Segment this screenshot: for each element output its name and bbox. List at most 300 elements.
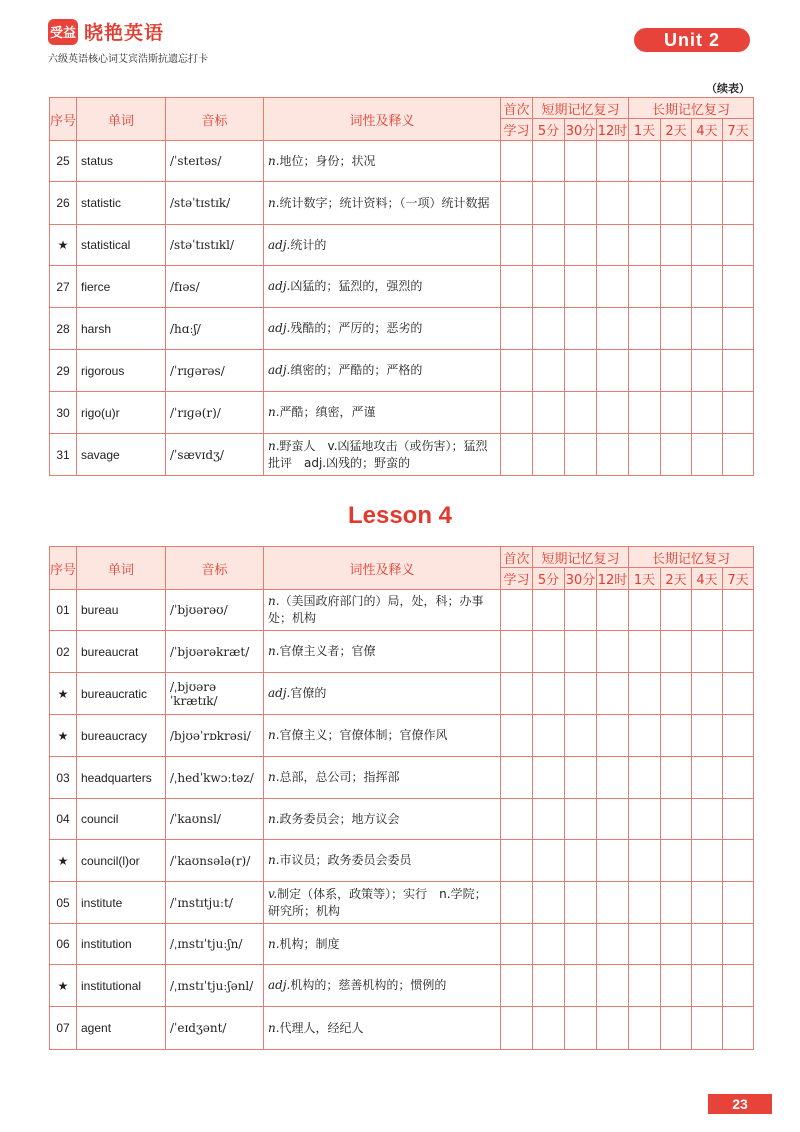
row-definition	[264, 434, 501, 476]
review-checkbox[interactable]	[501, 308, 533, 350]
row-number: 28	[50, 308, 77, 350]
review-checkbox[interactable]	[597, 757, 629, 799]
row-phonetic: /ˈkaʊnsələ(r)/	[166, 840, 264, 882]
review-checkbox[interactable]	[501, 924, 533, 965]
review-checkbox[interactable]	[629, 590, 661, 631]
review-checkbox[interactable]	[565, 1007, 597, 1050]
review-checkbox[interactable]	[597, 631, 629, 673]
review-checkbox[interactable]	[661, 308, 692, 350]
review-checkbox[interactable]	[533, 1007, 565, 1050]
row-meaning: 政务委员会；地方议会	[279, 811, 400, 826]
row-meaning: 市议员；政务委员会委员	[279, 853, 412, 867]
row-phonetic: /bjʊəˈrɒkrəsi/	[166, 715, 264, 757]
review-checkbox[interactable]	[565, 225, 597, 266]
table-row	[50, 882, 782, 924]
header-short-col: 30分	[565, 568, 597, 590]
review-checkbox[interactable]	[692, 715, 723, 757]
row-meaning: 严酷；缜密，严谨	[279, 405, 376, 419]
review-checkbox[interactable]	[723, 757, 754, 799]
header-first-study-top: 首次	[501, 98, 533, 119]
row-part-of-speech: n.	[268, 936, 280, 951]
review-checkbox[interactable]	[661, 590, 692, 631]
review-checkbox[interactable]	[629, 141, 661, 182]
vocab-table-1	[49, 97, 782, 476]
review-checkbox[interactable]	[565, 182, 597, 225]
review-checkbox[interactable]	[501, 840, 533, 882]
review-checkbox[interactable]	[723, 924, 754, 965]
row-definition	[264, 799, 501, 840]
review-checkbox[interactable]	[661, 715, 692, 757]
review-checkbox[interactable]	[501, 673, 533, 715]
row-word: institutional	[77, 965, 166, 1007]
row-phonetic: /ˈsævɪdʒ/	[166, 434, 264, 476]
review-checkbox[interactable]	[723, 631, 754, 673]
row-phonetic: /ˈkaʊnsl/	[166, 799, 264, 840]
row-word: bureaucracy	[77, 715, 166, 757]
review-checkbox[interactable]	[533, 924, 565, 965]
review-checkbox[interactable]	[629, 225, 661, 266]
row-definition	[264, 715, 501, 757]
review-checkbox[interactable]	[692, 266, 723, 308]
review-checkbox[interactable]	[597, 840, 629, 882]
row-number: ★	[50, 673, 77, 715]
review-checkbox[interactable]	[692, 392, 723, 434]
row-word: bureau	[77, 590, 166, 631]
review-checkbox[interactable]	[629, 757, 661, 799]
row-definition	[264, 225, 501, 266]
review-checkbox[interactable]	[501, 631, 533, 673]
row-word: fierce	[77, 266, 166, 308]
review-checkbox[interactable]	[692, 799, 723, 840]
row-meaning: 代理人，经纪人	[279, 1020, 364, 1035]
review-checkbox[interactable]	[661, 631, 692, 673]
review-checkbox[interactable]	[565, 392, 597, 434]
row-number: 30	[50, 392, 77, 434]
row-definition	[264, 350, 501, 392]
table-row	[50, 840, 782, 882]
review-checkbox[interactable]	[597, 434, 629, 476]
review-checkbox[interactable]	[597, 965, 629, 1007]
review-checkbox[interactable]	[533, 392, 565, 434]
review-checkbox[interactable]	[723, 392, 754, 434]
review-checkbox[interactable]	[661, 225, 692, 266]
row-word: agent	[77, 1007, 166, 1050]
review-checkbox[interactable]	[723, 882, 754, 924]
page-number: 23	[708, 1094, 772, 1114]
review-checkbox[interactable]	[501, 266, 533, 308]
row-meaning: 官僚的	[290, 686, 327, 700]
review-checkbox[interactable]	[565, 434, 597, 476]
row-phonetic: /ˈrɪɡərəs/	[166, 350, 264, 392]
review-checkbox[interactable]	[565, 799, 597, 840]
row-word: council	[77, 799, 166, 840]
review-checkbox[interactable]	[661, 882, 692, 924]
review-checkbox[interactable]	[533, 225, 565, 266]
row-definition	[264, 392, 501, 434]
row-phonetic: /ˌɪnstɪˈtjuːʃənl/	[166, 965, 264, 1007]
review-checkbox[interactable]	[597, 1007, 629, 1050]
review-checkbox[interactable]	[692, 225, 723, 266]
review-checkbox[interactable]	[629, 715, 661, 757]
review-checkbox[interactable]	[629, 924, 661, 965]
header-word: 单词	[77, 547, 166, 590]
row-word: statistical	[77, 225, 166, 266]
review-checkbox[interactable]	[501, 590, 533, 631]
review-checkbox[interactable]	[565, 882, 597, 924]
row-meaning: 机构的；慈善机构的；惯例的	[290, 978, 447, 992]
row-number: 31	[50, 434, 77, 476]
review-checkbox[interactable]	[692, 924, 723, 965]
review-checkbox[interactable]	[597, 392, 629, 434]
row-number: ★	[50, 715, 77, 757]
review-checkbox[interactable]	[597, 715, 629, 757]
row-word: rigorous	[77, 350, 166, 392]
table-row	[50, 1007, 782, 1050]
review-checkbox[interactable]	[501, 434, 533, 476]
row-phonetic: /ˈrɪɡə(r)/	[166, 392, 264, 434]
review-checkbox[interactable]	[723, 715, 754, 757]
header-long-col: 7天	[723, 568, 754, 590]
header-short-col: 5分	[533, 568, 565, 590]
review-checkbox[interactable]	[501, 799, 533, 840]
header-num: 序号	[50, 547, 77, 590]
row-word: harsh	[77, 308, 166, 350]
review-checkbox[interactable]	[533, 882, 565, 924]
table-row	[50, 434, 782, 476]
review-checkbox[interactable]	[629, 392, 661, 434]
row-word: rigo(u)r	[77, 392, 166, 434]
row-phonetic: /fɪəs/	[166, 266, 264, 308]
row-phonetic: /ˈeɪdʒənt/	[166, 1007, 264, 1050]
table-row	[50, 757, 782, 799]
table-row	[50, 266, 782, 308]
review-checkbox[interactable]	[661, 266, 692, 308]
header-long-review: 长期记忆复习	[629, 547, 754, 568]
header-long-review: 长期记忆复习	[629, 98, 754, 119]
header-num: 序号	[50, 98, 77, 141]
review-checkbox[interactable]	[565, 757, 597, 799]
review-checkbox[interactable]	[629, 631, 661, 673]
header-long-col: 1天	[629, 119, 661, 141]
header-long-col: 7天	[723, 119, 754, 141]
review-checkbox[interactable]	[692, 182, 723, 225]
review-checkbox[interactable]	[533, 266, 565, 308]
header-long-col: 4天	[692, 119, 723, 141]
review-checkbox[interactable]	[723, 308, 754, 350]
review-checkbox[interactable]	[661, 757, 692, 799]
review-checkbox[interactable]	[661, 840, 692, 882]
review-checkbox[interactable]	[565, 350, 597, 392]
row-word: council(l)or	[77, 840, 166, 882]
review-checkbox[interactable]	[565, 308, 597, 350]
review-checkbox[interactable]	[629, 965, 661, 1007]
review-checkbox[interactable]	[565, 924, 597, 965]
row-number: 03	[50, 757, 77, 799]
header-short-col: 30分	[565, 119, 597, 141]
header-first-study-bottom: 学习	[501, 119, 533, 141]
book-subtitle: 六级英语核心词艾宾浩斯抗遗忘打卡	[48, 54, 208, 65]
review-checkbox[interactable]	[692, 631, 723, 673]
review-checkbox[interactable]	[597, 266, 629, 308]
review-checkbox[interactable]	[597, 225, 629, 266]
review-checkbox[interactable]	[692, 882, 723, 924]
review-checkbox[interactable]	[723, 799, 754, 840]
header-long-col: 4天	[692, 568, 723, 590]
row-definition	[264, 141, 501, 182]
review-checkbox[interactable]	[629, 1007, 661, 1050]
row-meaning: 机构；制度	[279, 936, 340, 951]
review-checkbox[interactable]	[501, 141, 533, 182]
row-definition	[264, 182, 501, 225]
review-checkbox[interactable]	[565, 673, 597, 715]
header-meaning: 词性及释义	[264, 547, 501, 590]
review-checkbox[interactable]	[597, 673, 629, 715]
header-long-col: 1天	[629, 568, 661, 590]
review-checkbox[interactable]	[501, 392, 533, 434]
review-checkbox[interactable]	[661, 434, 692, 476]
row-word: institution	[77, 924, 166, 965]
review-checkbox[interactable]	[692, 757, 723, 799]
row-word: headquarters	[77, 757, 166, 799]
header-short-col: 5分	[533, 119, 565, 141]
table-row	[50, 715, 782, 757]
review-checkbox[interactable]	[723, 1007, 754, 1050]
review-checkbox[interactable]	[501, 225, 533, 266]
review-checkbox[interactable]	[661, 392, 692, 434]
row-number: 02	[50, 631, 77, 673]
header-short-col: 12时	[597, 568, 629, 590]
review-checkbox[interactable]	[501, 757, 533, 799]
table-row	[50, 350, 782, 392]
review-checkbox[interactable]	[501, 965, 533, 1007]
review-checkbox[interactable]	[661, 1007, 692, 1050]
row-phonetic: /stəˈtɪstɪk/	[166, 182, 264, 225]
row-definition	[264, 590, 501, 631]
unit-badge: Unit 2	[634, 28, 750, 52]
row-number: 29	[50, 350, 77, 392]
row-meaning: 残酷的；严厉的；恶劣的	[290, 321, 423, 335]
review-checkbox[interactable]	[629, 840, 661, 882]
review-checkbox[interactable]	[723, 182, 754, 225]
review-checkbox[interactable]	[661, 965, 692, 1007]
review-checkbox[interactable]	[501, 1007, 533, 1050]
review-checkbox[interactable]	[533, 308, 565, 350]
review-checkbox[interactable]	[501, 715, 533, 757]
row-number: 07	[50, 1007, 77, 1050]
row-definition	[264, 882, 501, 924]
review-checkbox[interactable]	[533, 840, 565, 882]
review-checkbox[interactable]	[565, 631, 597, 673]
review-checkbox[interactable]	[661, 673, 692, 715]
review-checkbox[interactable]	[692, 590, 723, 631]
row-number: 25	[50, 141, 77, 182]
review-checkbox[interactable]	[597, 590, 629, 631]
lesson-title: Lesson 4	[347, 502, 453, 529]
header-short-review: 短期记忆复习	[533, 98, 629, 119]
table-row	[50, 631, 782, 673]
review-checkbox[interactable]	[661, 924, 692, 965]
brand-name: 晓艳英语	[84, 22, 165, 44]
row-word: bureaucratic	[77, 673, 166, 715]
table-row	[50, 965, 782, 1007]
review-checkbox[interactable]	[533, 182, 565, 225]
review-checkbox[interactable]	[692, 308, 723, 350]
review-checkbox[interactable]	[692, 350, 723, 392]
row-part-of-speech: adj.	[268, 363, 291, 377]
row-phonetic: /ˌhedˈkwɔːtəz/	[166, 757, 264, 799]
review-checkbox[interactable]	[629, 182, 661, 225]
row-number: ★	[50, 840, 77, 882]
review-checkbox[interactable]	[533, 141, 565, 182]
logo-mark: 受益	[48, 19, 78, 45]
review-checkbox[interactable]	[533, 965, 565, 1007]
review-checkbox[interactable]	[692, 673, 723, 715]
vocab-table-2	[49, 546, 782, 1050]
review-checkbox[interactable]	[692, 840, 723, 882]
row-word: statistic	[77, 182, 166, 225]
review-checkbox[interactable]	[661, 141, 692, 182]
row-word: savage	[77, 434, 166, 476]
row-part-of-speech: n.	[268, 644, 280, 658]
row-definition	[264, 673, 501, 715]
row-meaning: 官僚主义；官僚体制；官僚作风	[279, 728, 448, 742]
table-row	[50, 799, 782, 840]
review-checkbox[interactable]	[629, 882, 661, 924]
review-checkbox[interactable]	[533, 799, 565, 840]
review-checkbox[interactable]	[723, 965, 754, 1007]
header-long-col: 2天	[661, 119, 692, 141]
review-checkbox[interactable]	[661, 182, 692, 225]
row-phonetic: /ˌbjʊərəˈkrætɪk/	[166, 673, 264, 715]
table-row	[50, 308, 782, 350]
review-checkbox[interactable]	[692, 1007, 723, 1050]
brand-logo	[48, 18, 164, 45]
table-row	[50, 182, 782, 225]
header-first-study-bottom: 学习	[501, 568, 533, 590]
review-checkbox[interactable]	[723, 266, 754, 308]
review-checkbox[interactable]	[692, 434, 723, 476]
row-phonetic: /ˈɪnstɪtjuːt/	[166, 882, 264, 924]
review-checkbox[interactable]	[533, 715, 565, 757]
row-part-of-speech: adj.	[268, 978, 291, 992]
row-meaning: 缜密的；严酷的；严格的	[290, 363, 423, 377]
table-row	[50, 673, 782, 715]
review-checkbox[interactable]	[533, 590, 565, 631]
row-part-of-speech: n.	[268, 728, 280, 742]
review-checkbox[interactable]	[692, 965, 723, 1007]
row-part-of-speech: n.	[268, 405, 280, 419]
row-definition	[264, 631, 501, 673]
row-phonetic: /ˈbjʊərəkræt/	[166, 631, 264, 673]
review-checkbox[interactable]	[533, 757, 565, 799]
row-meaning: 制定（体系，政策等）；实行 n.学院；研究所；机构	[268, 886, 487, 918]
review-checkbox[interactable]	[597, 182, 629, 225]
continued-label: （续表）	[706, 82, 750, 95]
row-part-of-speech: n.	[268, 770, 280, 784]
review-checkbox[interactable]	[629, 350, 661, 392]
row-definition	[264, 266, 501, 308]
header-short-review: 短期记忆复习	[533, 547, 629, 568]
header-word: 单词	[77, 98, 166, 141]
row-part-of-speech: v.	[268, 886, 278, 901]
review-checkbox[interactable]	[501, 350, 533, 392]
row-part-of-speech: n.	[268, 438, 280, 453]
row-part-of-speech: n.	[268, 195, 280, 210]
review-checkbox[interactable]	[723, 350, 754, 392]
header-first-study-top: 首次	[501, 547, 533, 568]
row-phonetic: /hɑːʃ/	[166, 308, 264, 350]
row-meaning: （美国政府部门的）局，处，科；办事处；机构	[268, 594, 484, 625]
review-checkbox[interactable]	[565, 715, 597, 757]
row-part-of-speech: n.	[268, 853, 280, 867]
row-number: 27	[50, 266, 77, 308]
review-checkbox[interactable]	[723, 840, 754, 882]
row-definition	[264, 924, 501, 965]
row-phonetic: /ˈbjʊərəʊ/	[166, 590, 264, 631]
review-checkbox[interactable]	[661, 350, 692, 392]
review-checkbox[interactable]	[723, 434, 754, 476]
review-checkbox[interactable]	[565, 840, 597, 882]
review-checkbox[interactable]	[597, 924, 629, 965]
review-checkbox[interactable]	[533, 631, 565, 673]
review-checkbox[interactable]	[533, 350, 565, 392]
row-definition	[264, 308, 501, 350]
review-checkbox[interactable]	[723, 590, 754, 631]
review-checkbox[interactable]	[723, 673, 754, 715]
review-checkbox[interactable]	[501, 882, 533, 924]
row-word: bureaucrat	[77, 631, 166, 673]
row-definition	[264, 757, 501, 799]
review-checkbox[interactable]	[629, 266, 661, 308]
row-part-of-speech: adj.	[268, 321, 291, 335]
row-part-of-speech: n.	[268, 811, 280, 826]
review-checkbox[interactable]	[565, 965, 597, 1007]
table-row	[50, 225, 782, 266]
review-checkbox[interactable]	[723, 141, 754, 182]
review-checkbox[interactable]	[661, 799, 692, 840]
row-part-of-speech: adj.	[268, 686, 291, 700]
header-long-col: 2天	[661, 568, 692, 590]
review-checkbox[interactable]	[565, 590, 597, 631]
review-checkbox[interactable]	[597, 882, 629, 924]
row-part-of-speech: n.	[268, 1020, 280, 1035]
review-checkbox[interactable]	[533, 673, 565, 715]
review-checkbox[interactable]	[597, 141, 629, 182]
review-checkbox[interactable]	[597, 308, 629, 350]
header-meaning: 词性及释义	[264, 98, 501, 141]
row-number: 04	[50, 799, 77, 840]
review-checkbox[interactable]	[629, 799, 661, 840]
row-phonetic: /ˌɪnstɪˈtjuːʃn/	[166, 924, 264, 965]
table-row	[50, 141, 782, 182]
review-checkbox[interactable]	[629, 434, 661, 476]
row-number: 01	[50, 590, 77, 631]
review-checkbox[interactable]	[565, 266, 597, 308]
review-checkbox[interactable]	[565, 141, 597, 182]
review-checkbox[interactable]	[692, 141, 723, 182]
header-phonetic: 音标	[166, 98, 264, 141]
row-meaning: 统计数字；统计资料；（一项）统计数据	[279, 195, 490, 210]
review-checkbox[interactable]	[723, 225, 754, 266]
review-checkbox[interactable]	[597, 350, 629, 392]
review-checkbox[interactable]	[629, 308, 661, 350]
review-checkbox[interactable]	[597, 799, 629, 840]
review-checkbox[interactable]	[629, 673, 661, 715]
review-checkbox[interactable]	[533, 434, 565, 476]
review-checkbox[interactable]	[501, 182, 533, 225]
row-meaning: 官僚主义者；官僚	[279, 644, 376, 658]
row-meaning: 野蛮人 v.凶猛地攻击（或伤害）；猛烈批评 adj.凶残的；野蛮的	[268, 438, 488, 470]
